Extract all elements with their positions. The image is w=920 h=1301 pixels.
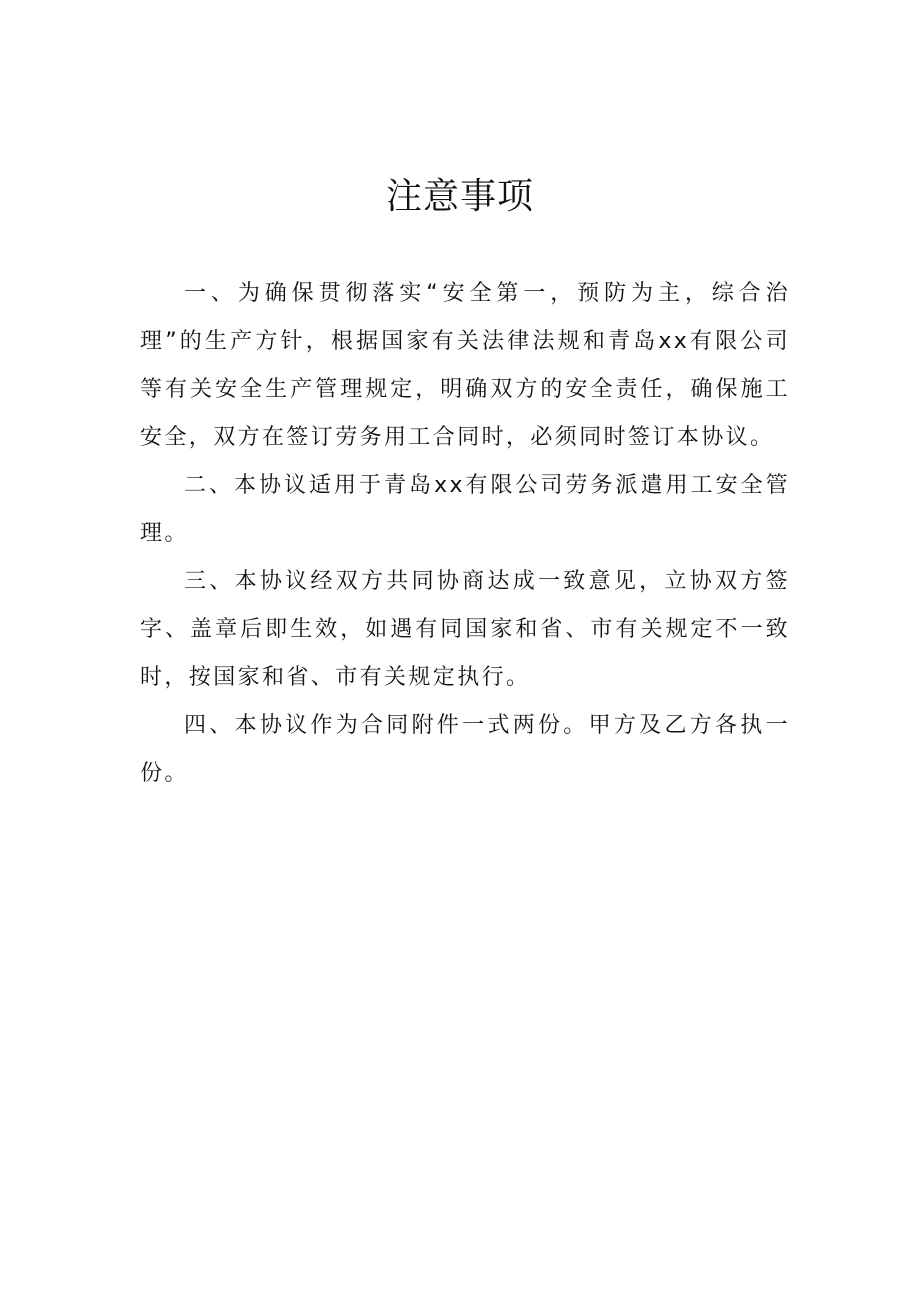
paragraph-3: 三、本协议经双方共同协商达成一致意见，立协双方签字、盖章后即生效，如遇有同国家和省、市有关规定不一致时，按国家和省、市有关规定执行。 bbox=[140, 569, 790, 690]
paragraph-2: 二、本协议适用于青岛xx有限公司劳务派遣用工安全管理。 bbox=[140, 473, 790, 546]
page-title: 注意事项 bbox=[385, 176, 534, 217]
paragraph-1: 一、为确保贯彻落实“安全第一，预防为主，综合治理”的生产方针，根据国家有关法律法规和青岛xx有限公司等有关安全生产管理规定，明确双方的安全责任，确保施工安全，双方在签订劳务用工合同时，必须同时签订本协议。 bbox=[140, 281, 790, 450]
paragraph-4: 四、本协议作为合同附件一式两份。甲方及乙方各执一份。 bbox=[140, 713, 790, 786]
document-body bbox=[140, 270, 790, 798]
